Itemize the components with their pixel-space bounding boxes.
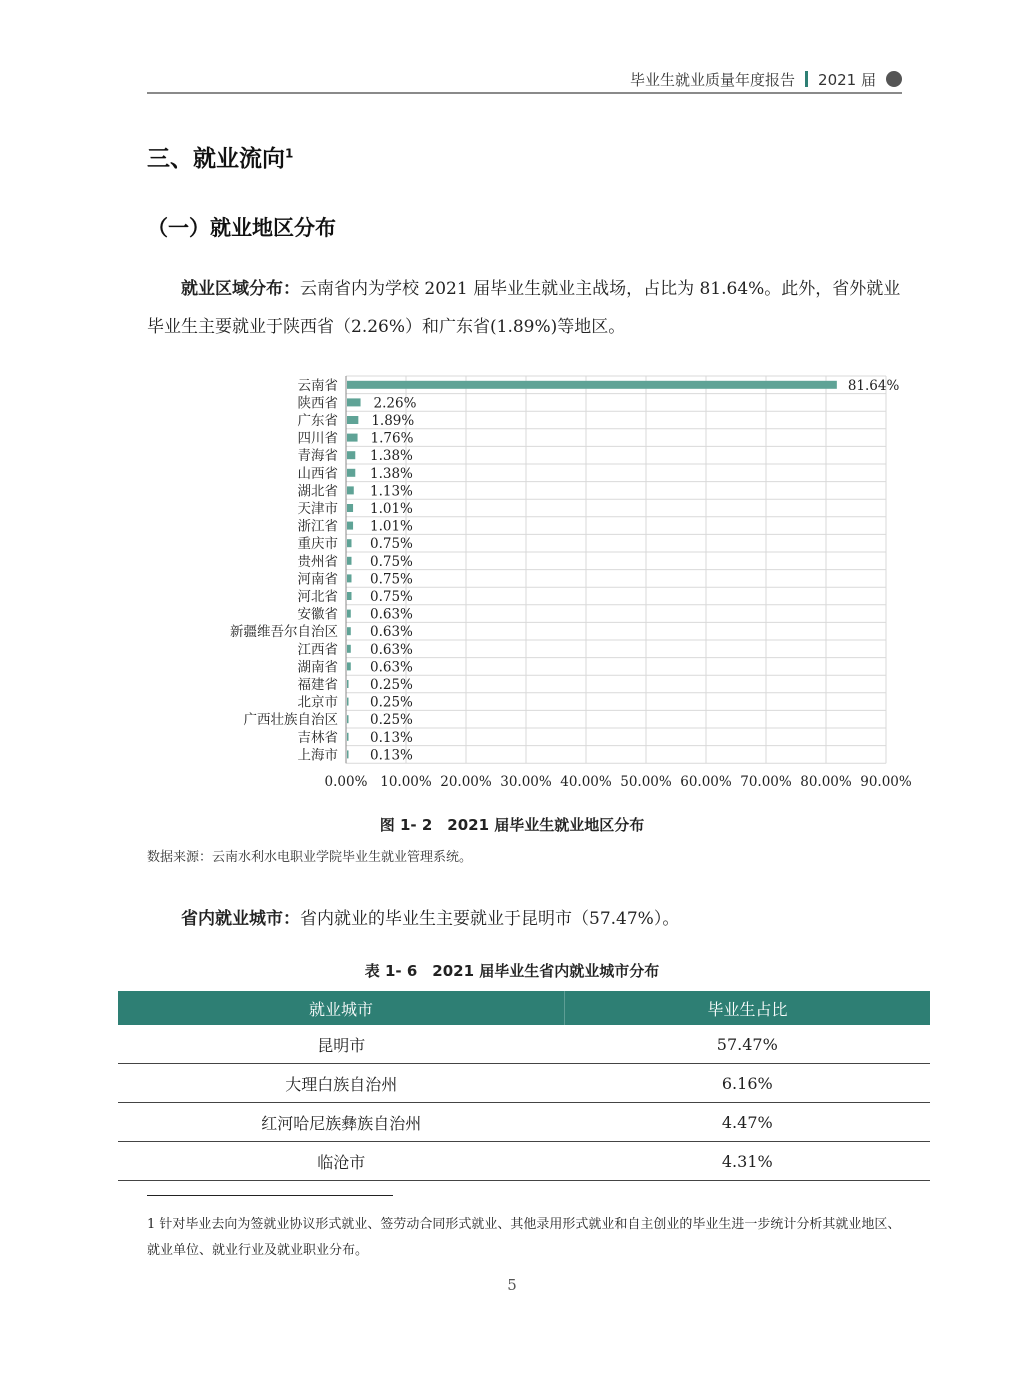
bar [347,733,349,741]
category-label: 山西省 [297,465,338,482]
bar [347,504,353,512]
data-label: 0.13% [370,729,413,746]
section-title [147,140,293,173]
paragraph-city [147,900,907,938]
data-label: 1.89% [371,413,415,429]
category-label: 河南省 [297,571,338,588]
bar [347,592,352,600]
category-label: 贵州省 [297,553,338,570]
category-label: 青海省 [297,448,338,465]
bar [347,486,354,494]
data-label: 1.38% [370,448,413,465]
x-tick-label: 0.00% [324,774,368,791]
page-header [147,66,902,94]
x-tick-label: 90.00% [860,774,912,791]
header-title: 毕业生就业质量年度报告 [630,70,796,89]
region-bar-chart [140,368,920,798]
footnote-mark: 1 [285,146,294,161]
category-label: 浙江省 [297,518,338,535]
category-label: 四川省 [297,430,338,447]
column-header: 毕业生占比 [565,991,930,1025]
data-label: 81.64% [847,377,900,394]
bar [347,434,358,442]
x-tick-label: 70.00% [740,774,792,791]
category-label: 河北省 [297,589,338,605]
category-label: 上海市 [297,747,338,764]
table-cell: 4.31% [565,1142,930,1181]
table-row [118,1025,930,1064]
paragraph-text: 云南省内为学校 2021 届毕业生就业主战场，占比为 81.64%。此外，省外就业毕业生主要就业于陕西省（2.26%）和广东省(1.89%)等地区。 [147,279,901,337]
x-tick-label: 30.00% [500,774,552,791]
paragraph-lead: 省内就业城市： [181,909,300,929]
table-row [118,1142,930,1181]
bar [347,398,361,406]
table-caption: 表 1- 6 2021 届毕业生省内就业城市分布 [364,962,660,980]
column-header: 就业城市 [118,991,565,1025]
bar [347,680,349,688]
bar [347,416,358,424]
subsection-title: （一）就业地区分布 [147,216,336,240]
table-cell: 6.16% [565,1064,930,1103]
table-header-row [118,991,930,1025]
bar [347,627,351,635]
category-label: 云南省 [297,377,338,394]
bar [347,645,351,653]
data-source: 数据来源：云南水利水电职业学院毕业生就业管理系统。 [147,850,473,865]
bar [347,698,349,706]
bar [347,610,351,618]
data-label: 0.25% [370,694,413,711]
x-tick-label: 10.00% [380,774,432,791]
table-row [118,1103,930,1142]
table-row [118,1064,930,1103]
data-label: 1.38% [370,465,413,482]
bar [347,469,355,477]
circle-icon [886,71,902,87]
bar [347,381,837,389]
x-tick-label: 80.00% [800,774,852,791]
category-label: 天津市 [297,501,338,517]
table-cell: 4.47% [565,1103,930,1142]
data-label: 1.76% [370,430,414,447]
paragraph-lead: 就业区域分布： [181,279,300,299]
data-label: 0.63% [370,606,413,623]
bar [347,662,351,670]
category-label: 湖北省 [297,483,338,500]
footnote-divider [147,1195,393,1196]
bar [347,750,349,758]
table-cell: 红河哈尼族彝族自治州 [118,1103,565,1142]
x-tick-label: 50.00% [620,774,672,791]
bar [347,574,352,582]
data-label: 1.13% [370,483,413,500]
page-number: 5 [507,1276,517,1294]
footnote: 1 针对毕业去向为签就业协议形式就业、签劳动合同形式就业、其他录用形式就业和自主创业的毕业生进一步统计分析其就业地区、就业单位、就业行业及就业职业分布。 [147,1217,901,1258]
data-label: 0.63% [370,624,413,641]
table-cell: 昆明市 [118,1025,565,1064]
table-cell: 临沧市 [118,1142,565,1181]
data-label: 0.75% [370,553,413,570]
city-table [118,991,930,1181]
paragraph-region [147,270,907,346]
paragraph-text: 省内就业的毕业生主要就业于昆明市（57.47%）。 [300,909,680,929]
category-label: 重庆市 [297,536,338,553]
data-label: 0.75% [370,589,413,605]
bar [347,522,353,530]
data-label: 0.13% [370,747,413,764]
category-label: 福建省 [297,677,338,693]
data-label: 0.63% [370,641,413,658]
table-cell: 大理白族自治州 [118,1064,565,1103]
category-label: 陕西省 [297,395,338,412]
category-label: 江西省 [297,641,338,658]
figure-caption: 图 1- 2 2021 届毕业生就业地区分布 [379,816,645,834]
category-label: 广东省 [297,413,338,429]
data-label: 0.75% [370,536,413,553]
category-label: 吉林省 [297,729,338,746]
data-label: 0.25% [370,712,413,729]
x-tick-label: 60.00% [680,774,732,791]
category-label: 广西壮族自治区 [243,712,338,729]
category-label: 安徽省 [297,606,338,623]
bar [347,715,349,723]
bar [347,557,352,565]
header-year: 2021 届 [818,70,876,89]
x-tick-label: 20.00% [440,774,492,791]
data-label: 0.75% [370,571,413,588]
data-label: 2.26% [373,395,417,412]
data-label: 1.01% [370,501,413,517]
section-title-text: 三、就业流向 [147,146,285,172]
data-label: 0.63% [370,659,413,676]
category-label: 湖南省 [297,659,338,676]
category-label: 北京市 [297,694,338,711]
x-tick-label: 40.00% [560,774,612,791]
data-label: 0.25% [370,677,413,693]
table-cell: 57.47% [565,1025,930,1064]
category-label: 新疆维吾尔自治区 [230,624,338,641]
bar [347,451,355,459]
data-label: 1.01% [370,518,413,535]
header-separator [805,71,808,87]
bar [347,539,352,547]
